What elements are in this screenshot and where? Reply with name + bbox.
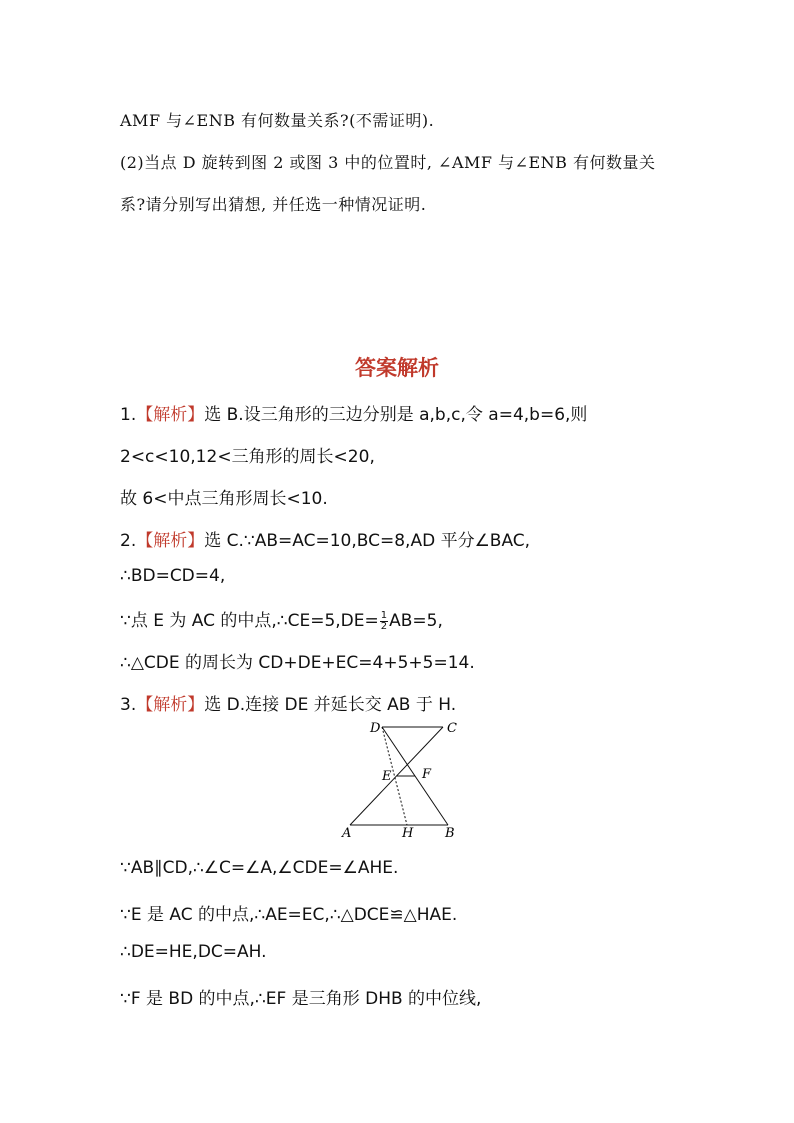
answer-1-number: 1.	[120, 405, 137, 425]
answer-1-text: 选 B.设三角形的三边分别是 a,b,c,令 a=4,b=6,则	[204, 405, 588, 425]
half-fraction	[380, 611, 388, 632]
label-E: E	[382, 769, 392, 784]
question-line-3: 系?请分别写出猜想, 并任选一种情况证明.	[120, 195, 427, 214]
answer-2-tag: 【解析】	[136, 531, 205, 551]
answer-3-text: 选 D.连接 DE 并延长交 AB 于 H.	[204, 695, 457, 715]
label-H: H	[402, 826, 414, 841]
answer-2-line-3	[120, 606, 443, 632]
answer-2-number: 2.	[120, 531, 137, 551]
answer-2-text: 选 C.∵AB=AC=10,BC=8,AD 平分∠BAC,	[204, 531, 531, 551]
answer-1-line-1	[120, 400, 587, 425]
answer-2-line-1	[120, 526, 530, 551]
answer-2-line-4: ∴△CDE 的周长为 CD+DE+EC=4+5+5=14.	[120, 653, 475, 673]
answer-1-tag: 【解析】	[136, 405, 205, 425]
label-F: F	[422, 767, 432, 782]
question-line-2: (2)当点 D 旋转到图 2 或图 3 中的位置时, ∠AMF 与∠ENB 有何数量关	[120, 153, 656, 172]
fraction-numerator: 1	[380, 609, 388, 621]
answer-2-line-3-start: ∵点 E 为 AC 的中点,∴CE=5,DE=	[120, 611, 379, 631]
answer-3-line-2: ∵AB∥CD,∴∠C=∠A,∠CDE=∠AHE.	[120, 858, 399, 878]
question-line-1: AMF 与∠ENB 有何数量关系?(不需证明).	[120, 111, 435, 130]
answer-3-line-4: ∴DE=HE,DC=AH.	[120, 942, 267, 962]
answer-2-line-3-end: AB=5,	[389, 611, 443, 631]
answer-3-number: 3.	[120, 695, 137, 715]
answer-1-line-2: 2<c<10,12<三角形的周长<20,	[120, 447, 375, 467]
label-A: A	[342, 826, 352, 841]
label-B: B	[445, 826, 455, 841]
answer-3-line-3: ∵E 是 AC 的中点,∴AE=EC,∴△DCE≌△HAE.	[120, 905, 458, 925]
geometry-figure	[330, 712, 470, 842]
answer-2-line-2: ∴BD=CD=4,	[120, 566, 226, 586]
fraction-denominator: 2	[380, 620, 388, 632]
label-D: D	[370, 721, 381, 736]
answer-1-line-3: 故 6<中点三角形周长<10.	[120, 489, 328, 509]
answer-3-tag: 【解析】	[136, 695, 205, 715]
answer-3-line-5: ∵F 是 BD 的中点,∴EF 是三角形 DHB 的中位线,	[120, 989, 482, 1009]
answer-section-title: 答案解析	[355, 356, 439, 380]
label-C: C	[447, 721, 457, 736]
